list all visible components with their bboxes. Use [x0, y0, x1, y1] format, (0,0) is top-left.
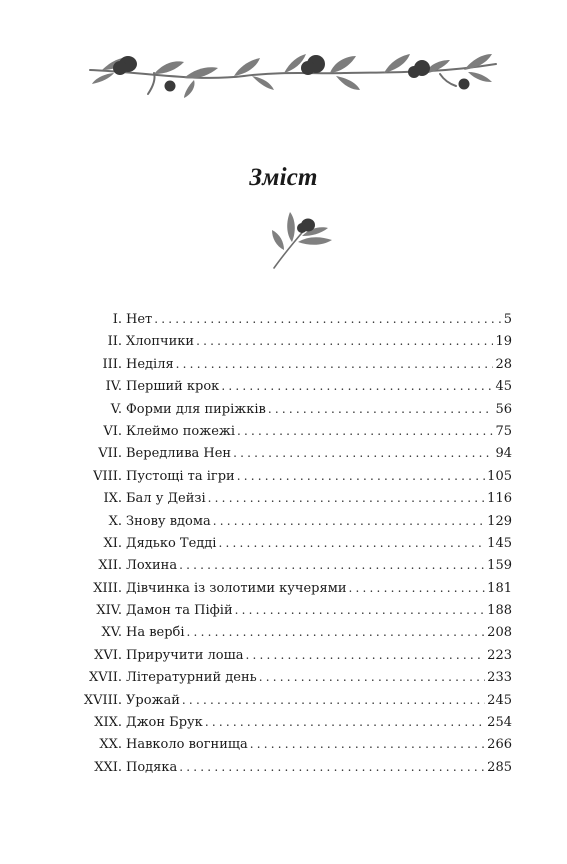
- page-number: 266: [487, 737, 512, 753]
- page-number: 5: [503, 312, 512, 327]
- toc-entry: [70, 666, 512, 688]
- toc-entry: [70, 308, 512, 330]
- chapter-number: III.: [102, 356, 122, 372]
- chapter-title: Хлопчики: [126, 334, 195, 350]
- page-number: 145: [487, 535, 512, 551]
- chapter-title: Вередлива Нен: [126, 446, 232, 462]
- dot-leader: [233, 442, 493, 464]
- dot-leader: [205, 711, 485, 733]
- toc-entry: [70, 711, 512, 733]
- toc-entry: [70, 375, 512, 397]
- toc-entry: [70, 420, 512, 442]
- chapter-number: I.: [112, 312, 122, 327]
- page-number: 45: [495, 379, 512, 395]
- dot-leader: [237, 465, 485, 487]
- chapter-title: Бал у Дейзі: [126, 491, 206, 507]
- chapter-number: XVII.: [88, 670, 122, 686]
- chapter-number: V.: [110, 401, 122, 417]
- chapter-number: XIV.: [96, 603, 122, 619]
- chapter-number: XIX.: [94, 715, 122, 731]
- dot-leader: [176, 353, 494, 375]
- dot-leader: [235, 599, 486, 621]
- page-number: 181: [487, 580, 512, 596]
- page-number: 223: [487, 647, 512, 663]
- chapter-title: Нет: [126, 312, 153, 327]
- toc-entry: [70, 510, 512, 532]
- dot-leader: [268, 398, 494, 420]
- chapter-title: Приручити лоша: [126, 647, 244, 663]
- page-number: 94: [495, 446, 512, 462]
- page-title: Зміст: [249, 164, 318, 191]
- chapter-title: Неділя: [126, 356, 174, 372]
- dot-leader: [218, 532, 485, 554]
- toc-entry: [70, 330, 512, 352]
- dot-leader: [196, 330, 493, 352]
- page-number: 116: [487, 491, 512, 507]
- chapter-title: Дамон та Піфій: [126, 603, 233, 619]
- chapter-title: Пустощі та ігри: [126, 468, 235, 484]
- chapter-title: Перший крок: [126, 379, 220, 395]
- toc-entry: [70, 554, 512, 576]
- chapter-number: II.: [107, 334, 122, 350]
- page-number: 233: [487, 670, 512, 686]
- dot-leader: [208, 487, 486, 509]
- chapter-title: Знову вдома: [126, 513, 211, 529]
- dot-leader: [179, 756, 485, 778]
- page-number: 19: [495, 334, 512, 350]
- toc-entry: [70, 353, 512, 375]
- chapter-title: Клеймо пожежі: [126, 423, 236, 439]
- page-number: 105: [487, 468, 512, 484]
- chapter-number: XI.: [103, 535, 122, 551]
- toc-entry: [70, 465, 512, 487]
- toc-entry: [70, 733, 512, 755]
- chapter-title: Дівчинка із золотими кучерями: [126, 580, 347, 596]
- page-number: 254: [487, 715, 512, 731]
- chapter-number: XX.: [99, 737, 122, 753]
- chapter-title: Подяка: [126, 759, 178, 775]
- chapter-number: X.: [108, 513, 122, 529]
- chapter-title: Джон Брук: [126, 715, 203, 731]
- toc-entry: [70, 599, 512, 621]
- chapter-number: XXI.: [94, 759, 122, 775]
- chapter-number: XVI.: [94, 647, 122, 663]
- page-number: 188: [487, 603, 512, 619]
- chapter-number: VI.: [103, 423, 122, 439]
- page-number: 56: [495, 401, 512, 417]
- toc-entry: [70, 487, 512, 509]
- dot-leader: [349, 577, 486, 599]
- chapter-title: Урожай: [126, 692, 180, 708]
- chapter-number: IX.: [103, 491, 122, 507]
- chapter-number: VIII.: [93, 468, 122, 484]
- toc-entry: [70, 398, 512, 420]
- chapter-title: Дядько Тедді: [126, 535, 217, 551]
- dot-leader: [154, 308, 501, 330]
- toc-entry: [70, 621, 512, 643]
- dot-leader: [179, 554, 485, 576]
- chapter-title: На вербі: [126, 625, 185, 641]
- toc-entry: [70, 689, 512, 711]
- chapter-title: Навколо вогнища: [126, 737, 248, 753]
- chapter-title: Лохина: [126, 558, 178, 574]
- chapter-number: XVIII.: [83, 692, 122, 708]
- table-of-contents: [70, 308, 512, 778]
- page-number: 28: [495, 356, 512, 372]
- vine-ornament-icon: [84, 40, 502, 102]
- chapter-number: XIII.: [93, 580, 122, 596]
- chapter-number: IV.: [105, 379, 122, 395]
- toc-entry: [70, 756, 512, 778]
- chapter-number: VII.: [98, 446, 122, 462]
- chapter-title: Літературний день: [126, 670, 257, 686]
- sprig-ornament-icon: [262, 206, 340, 272]
- dot-leader: [250, 733, 485, 755]
- page-number: 159: [487, 558, 512, 574]
- toc-entry: [70, 644, 512, 666]
- chapter-title: Форми для пиріжків: [126, 401, 266, 417]
- dot-leader: [237, 420, 493, 442]
- page-number: 129: [487, 513, 512, 529]
- dot-leader: [221, 375, 493, 397]
- dot-leader: [213, 510, 485, 532]
- toc-entry: [70, 577, 512, 599]
- chapter-number: XV.: [101, 625, 122, 641]
- chapter-number: XII.: [98, 558, 122, 574]
- page-number: 75: [495, 423, 512, 439]
- dot-leader: [182, 689, 485, 711]
- toc-entry: [70, 442, 512, 464]
- dot-leader: [187, 621, 486, 643]
- dot-leader: [245, 644, 485, 666]
- page-number: 208: [487, 625, 512, 641]
- dot-leader: [259, 666, 485, 688]
- page-number: 245: [487, 692, 512, 708]
- toc-entry: [70, 532, 512, 554]
- page-number: 285: [487, 759, 512, 775]
